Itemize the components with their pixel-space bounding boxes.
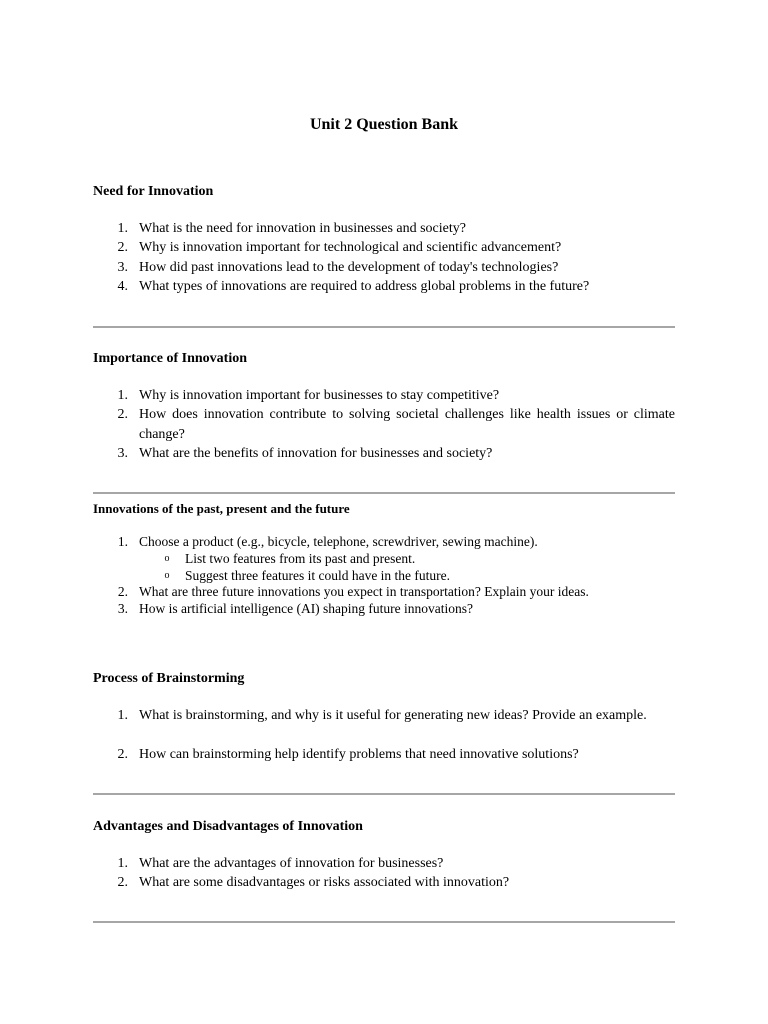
list-text: What is the need for innovation in businesses and society? [139, 221, 466, 236]
list-number: 1. [117, 221, 128, 236]
list-number: 2. [117, 584, 128, 599]
circle-bullet-icon: o [164, 553, 170, 564]
list-text: What are some disadvantages or risks associated with innovation? [139, 875, 510, 890]
list-number: 3. [117, 601, 128, 616]
section-heading-importance-of-innovation: Importance of Innovation [93, 351, 248, 366]
list-text: How did past innovations lead to the development of today's technologies? [139, 260, 559, 275]
list-number: 1. [117, 856, 128, 871]
list-number: 3. [117, 260, 128, 275]
section-divider [93, 326, 675, 328]
list-text: What are the benefits of innovation for businesses and society? [139, 446, 493, 461]
section-divider [93, 492, 675, 494]
sub-list-text: List two features from its past and present. [185, 551, 416, 566]
section-heading-need-for-innovation: Need for Innovation [93, 184, 214, 199]
list-text: How is artificial intelligence (AI) shaping future innovations? [139, 601, 474, 616]
list-number: 2. [117, 240, 128, 255]
section-divider [93, 793, 675, 795]
section-heading-process-of-brainstorming: Process of Brainstorming [93, 671, 245, 686]
list-number: 1. [117, 708, 128, 723]
list-text: What types of innovations are required to address global problems in the future? [139, 279, 590, 294]
list-number: 2. [117, 747, 128, 762]
list-text: Choose a product (e.g., bicycle, telephone, screwdriver, sewing machine). [139, 534, 538, 549]
list-text: Why is innovation important for technological and scientific advancement? [139, 240, 562, 255]
list-text: How does innovation contribute to solving societal challenges like health issues or climate change? [139, 407, 675, 442]
circle-bullet-icon: o [164, 570, 170, 581]
section-divider [93, 921, 675, 923]
section-heading-advantages-disadvantages: Advantages and Disadvantages of Innovation [93, 819, 363, 834]
list-number: 4. [117, 279, 128, 294]
list-number: 2. [117, 875, 128, 890]
list-text: How can brainstorming help identify problems that need innovative solutions? [139, 747, 579, 762]
list-number: 1. [117, 388, 128, 403]
section-heading-innovations-past-present-future: Innovations of the past, present and the future [93, 501, 350, 516]
sub-list-text: Suggest three features it could have in the future. [185, 568, 451, 583]
list-text: Why is innovation important for businesses to stay competitive? [139, 388, 500, 403]
list-text: What are three future innovations you expect in transportation? Explain your ideas. [139, 584, 589, 599]
list-text: What are the advantages of innovation for businesses? [139, 856, 444, 871]
page-title: Unit 2 Question Bank [309, 116, 459, 133]
list-number: 3. [117, 446, 128, 461]
list-text: What is brainstorming, and why is it useful for generating new ideas? Provide an example. [139, 708, 647, 723]
list-number: 1. [117, 534, 128, 549]
list-number: 2. [117, 407, 128, 422]
